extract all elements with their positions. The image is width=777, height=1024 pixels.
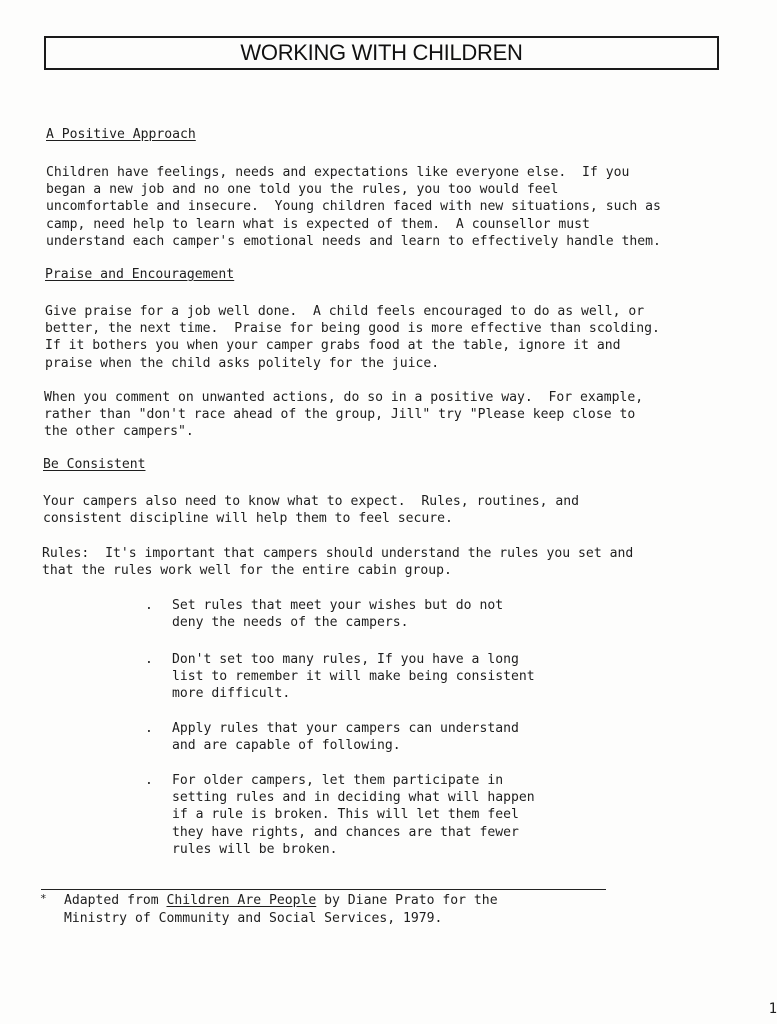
- bullet-dot-icon: .: [145, 773, 153, 788]
- page-title: WORKING WITH CHILDREN: [240, 40, 523, 65]
- paragraph-praise-2: When you comment on unwanted actions, do so in a positive way. For example, rather than "don't race ahead of the group, Jill" try "Please keep close to the other campers".: [44, 390, 644, 440]
- footnote-marker: *: [40, 892, 47, 905]
- bullet-dot-icon: .: [145, 598, 153, 613]
- section-heading-praise: Praise and Encouragement: [45, 267, 235, 282]
- list-item: . Set rules that meet your wishes but do not deny the needs of the campers.: [145, 598, 504, 631]
- footnote-divider: [41, 889, 606, 890]
- paragraph-positive-approach: Children have feelings, needs and expectations like everyone else. If you began a new job and no one told you the rules, you too would feel uncomfortable and insecure. Young children faced with new situations, such as camp, need help to learn what is expected of them. A counsellor must understand each camper's emotional needs and learn to effectively handle them.: [46, 165, 661, 249]
- section-heading-consistent: Be Consistent: [43, 457, 146, 472]
- paragraph-rules: Rules: It's important that campers should understand the rules you set and that the rules work well for the entire cabin group.: [42, 546, 634, 579]
- list-item: . For older campers, let them participate in setting rules and in deciding what will happen if a rule is broken. This will let them feel they have rights, and chances are that fewer rules will be broken.: [145, 773, 535, 857]
- footnote-text: Adapted from Children Are People by Diane Prato for the Ministry of Community and Social Services, 1979.: [64, 893, 498, 926]
- page-title-box: [44, 36, 719, 70]
- list-item: . Apply rules that your campers can understand and are capable of following.: [145, 721, 519, 754]
- paragraph-praise-1: Give praise for a job well done. A child feels encouraged to do as well, or better, the next time. Praise for being good is more effective than scolding. If it bothers you when your camper grabs food at the table, ignore it and praise when the child asks politely for the juice.: [45, 304, 660, 371]
- list-item: . Don't set too many rules, If you have a long list to remember it will make being consistent more difficult.: [145, 652, 535, 702]
- bullet-dot-icon: .: [145, 721, 153, 736]
- paragraph-consistent-1: Your campers also need to know what to expect. Rules, routines, and consistent discipline will help them to feel secure.: [43, 494, 580, 527]
- page-number: 1: [768, 1001, 777, 1017]
- bullet-dot-icon: .: [145, 652, 153, 667]
- footnote-source-title: Children Are People: [166, 893, 317, 908]
- section-heading-positive-approach: A Positive Approach: [46, 127, 196, 142]
